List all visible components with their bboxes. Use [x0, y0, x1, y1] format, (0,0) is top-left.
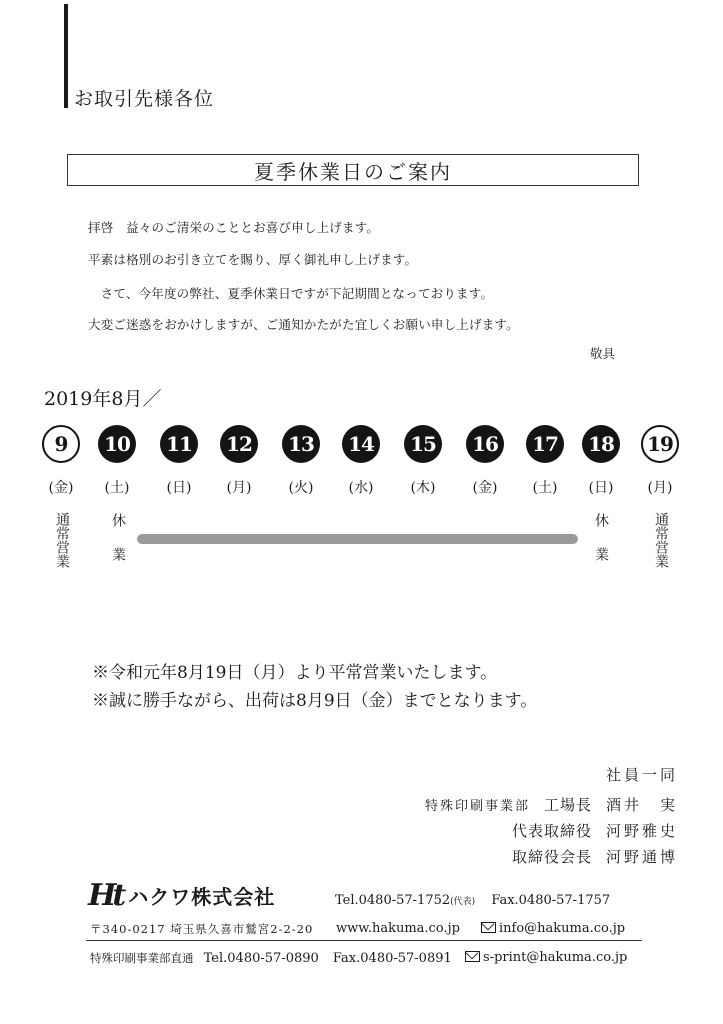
calendar-day-17: 17	[526, 425, 564, 463]
weekday-label: (水)	[348, 480, 374, 496]
direct-tel: Tel.0480-57-0890	[203, 951, 319, 966]
direct-contact	[90, 950, 452, 966]
department-label: 特殊印刷事業部	[424, 799, 530, 814]
status-closed: 休業	[593, 513, 609, 581]
holiday-period-bar	[137, 534, 578, 544]
addressee: お取引先様各位	[74, 88, 215, 110]
body-line: 大変ご迷惑をおかけしますが、ご通知かたがた宜しくお願い申し上げます。	[88, 317, 519, 332]
body-line: さて、今年度の弊社、夏季休業日ですが下記期間となっております。	[88, 286, 494, 301]
footer-divider	[86, 940, 642, 941]
calendar-day-16: 16	[466, 425, 504, 463]
calendar-day-15: 15	[404, 425, 442, 463]
status-closed: 休業	[110, 513, 126, 581]
calendar-day-18: 18	[582, 425, 620, 463]
calendar-day-10: 10	[98, 425, 136, 463]
direct-label: 特殊印刷事業部直通	[90, 951, 194, 965]
main-fax: Fax.0480-57-1757	[491, 893, 611, 908]
status-regular-business: 通常営業	[653, 512, 669, 568]
person-name: 河野雅史	[605, 822, 678, 840]
person-name: 酒井 実	[605, 796, 678, 814]
calendar-day-13: 13	[282, 425, 320, 463]
date-heading: 2019年8月／	[44, 388, 162, 410]
signature-factory-manager	[330, 794, 678, 815]
main-contact	[335, 893, 610, 908]
website-link[interactable]: www.hakuma.co.jp	[336, 921, 460, 936]
signature-all-staff	[330, 764, 678, 785]
role-label: 工場長	[543, 796, 592, 814]
note-shipping: ※誠に勝手ながら、出荷は8月9日（金）までとなります。	[92, 691, 538, 711]
weekday-label: (火)	[288, 480, 314, 496]
direct-email-contact[interactable]	[465, 950, 627, 965]
calendar-day-14: 14	[342, 425, 380, 463]
weekday-label: (日)	[588, 480, 614, 496]
company-address: 〒340-0217 埼玉県久喜市鷲宮2-2-20	[90, 922, 314, 936]
all-staff-label: 社員一同	[605, 766, 678, 784]
calendar-day-9: 9	[42, 425, 80, 463]
company-logo	[88, 878, 275, 913]
email-contact[interactable]	[481, 921, 625, 936]
calendar-day-19: 19	[641, 425, 679, 463]
closing-salutation: 敬具	[590, 346, 616, 361]
main-tel: Tel.0480-57-1752	[335, 893, 451, 908]
weekday-label: (金)	[472, 480, 498, 496]
email-address[interactable]: info@hakuma.co.jp	[499, 921, 626, 936]
signature-representative	[330, 820, 678, 841]
weekday-label: (木)	[410, 480, 436, 496]
weekday-label: (日)	[166, 480, 192, 496]
person-name: 河野通博	[605, 848, 678, 866]
logo-mark: Ht	[88, 878, 123, 913]
role-label: 取締役会長	[511, 848, 592, 866]
weekday-label: (金)	[48, 480, 74, 496]
envelope-icon	[465, 951, 480, 962]
weekday-label: (土)	[104, 480, 130, 496]
tel-note: (代表)	[450, 897, 476, 907]
body-line: 平素は格別のお引き立てを賜り、厚く御礼申し上げます。	[88, 252, 418, 267]
status-regular-business: 通常営業	[54, 512, 70, 568]
note-resume: ※令和元年8月19日（月）より平常営業いたします。	[92, 663, 498, 683]
notice-title-box	[67, 154, 639, 186]
company-name: ハクワ株式会社	[128, 885, 276, 909]
weekday-label: (月)	[647, 480, 673, 496]
direct-email-address[interactable]: s-print@hakuma.co.jp	[483, 950, 628, 965]
weekday-label: (月)	[226, 480, 252, 496]
calendar-day-11: 11	[160, 425, 198, 463]
notice-title: 夏季休業日のご案内	[254, 159, 452, 184]
role-label: 代表取締役	[511, 822, 592, 840]
weekday-label: (土)	[532, 480, 558, 496]
greeting-line: 拝啓 益々のご清栄のこととお喜び申し上げます。	[88, 220, 380, 235]
calendar-day-12: 12	[220, 425, 258, 463]
envelope-icon	[481, 922, 496, 933]
left-accent-bar	[64, 4, 68, 108]
direct-fax: Fax.0480-57-0891	[332, 951, 452, 966]
signature-chairman	[330, 846, 678, 867]
